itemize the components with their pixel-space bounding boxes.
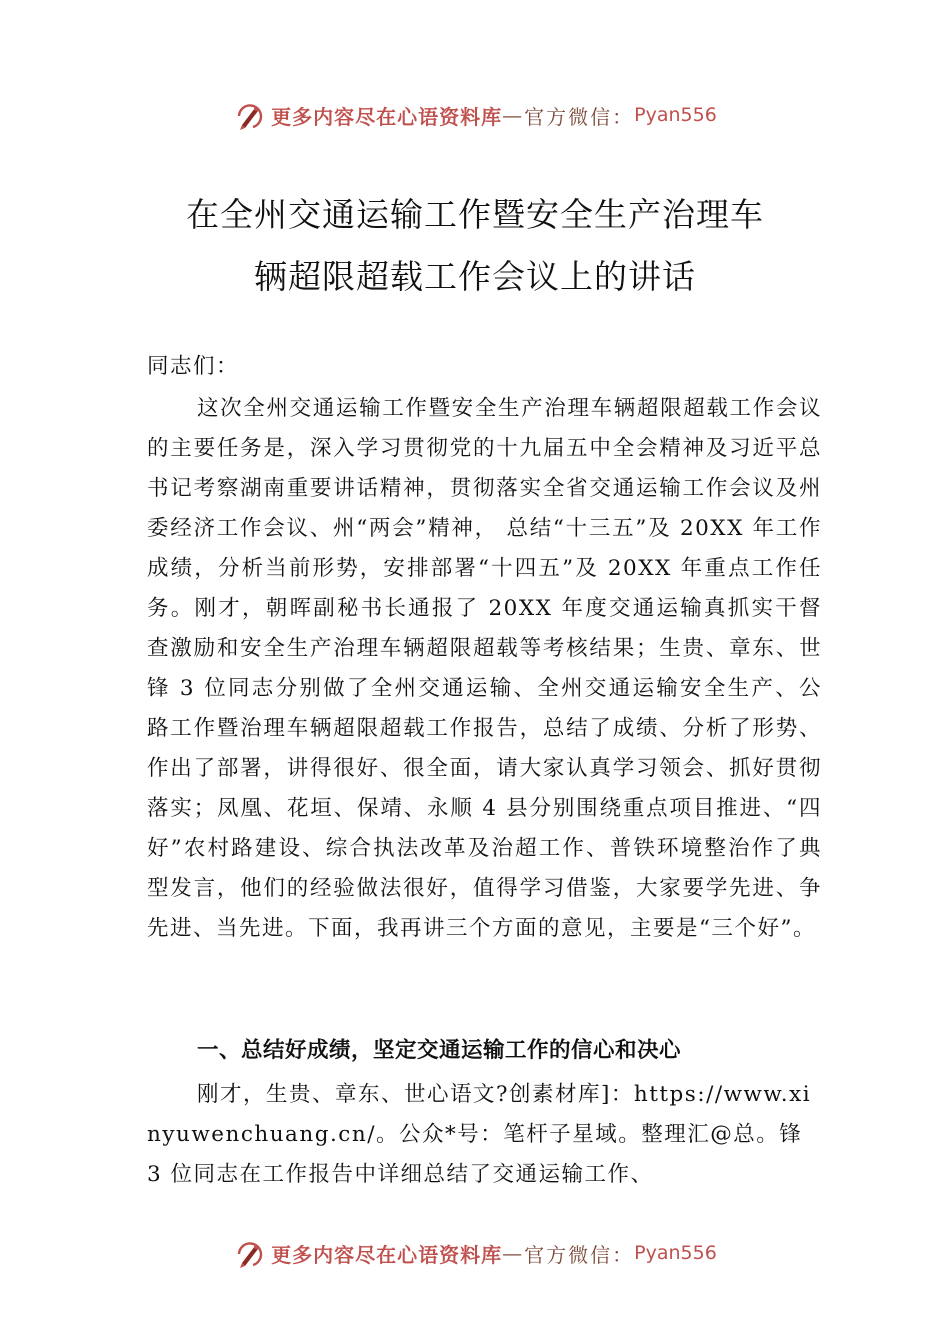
section-heading-1: 一、总结好成绩，坚定交通运输工作的信心和决心 bbox=[197, 1038, 682, 1063]
banner-wechat-id: Pyan556 bbox=[634, 104, 717, 126]
footer-watermark-banner bbox=[0, 1233, 950, 1273]
salutation: 同志们： bbox=[147, 354, 240, 379]
banner-wechat-label: 官方微信： bbox=[524, 1242, 635, 1267]
banner-wechat-label: 官方微信： bbox=[524, 104, 635, 129]
banner-dash: — bbox=[502, 1241, 525, 1265]
body-paragraph-1: 这次全州交通运输工作暨安全生产治理车辆超限超载工作会议的主要任务是，深入学习贯彻党的十九届五中全会精神及习近平总书记考察湖南重要讲话精神，贯彻落实全省交通运输工作会议及州委经济工作会议、州“两会”精神， 总结“十三五”及 20XX 年工作成绩，分析当前形势，安排部署“十四五”及 20XX 年重点工作任务。刚才，朝晖副秘书长通报了 20XX 年度交通运输真抓实干督查激励和安全生产治理车辆超限超载等考核结果；生贵、章东、世锋 3 位同志分别做了全州交通运输、全州交通运输安全生产、公路工作暨治理车辆超限超载工作报告，总结了成绩、分析了形势、作出了部署，讲得很好、很全面，请大家认真学习领会、抓好贯彻落实；凤凰、花垣、保靖、永顺 4 县分别围绕重点项目推进、“四好”农村路建设、综合执法改革及治超工作、普铁环境整治作了典型发言，他们的经验做法很好，值得学习借鉴，大家要学先进、争先进、当先进。下面，我再讲三个方面的意见，主要是“三个好”。 bbox=[147, 396, 822, 941]
document-title-line-1: 在全州交通运输工作暨安全生产治理车 bbox=[186, 195, 764, 234]
banner-wechat-id: Pyan556 bbox=[634, 1242, 717, 1264]
banner-dash: — bbox=[502, 103, 525, 127]
banner-brand-text: 更多内容尽在心语资料库 bbox=[271, 1242, 503, 1267]
pen-logo-icon bbox=[233, 98, 267, 132]
document-title-line-2: 辆超限超载工作会议上的讲话 bbox=[254, 257, 696, 296]
banner-brand-text: 更多内容尽在心语资料库 bbox=[271, 104, 503, 129]
pen-logo-icon bbox=[233, 1236, 267, 1270]
header-watermark-banner bbox=[0, 95, 950, 135]
body-paragraph-2: 刚才，生贵、章东、世心语文?创素材库]：https://www.xinyuwenchuang.cn/。公众*号：笔杆子星域。整理汇@总。锋 3 位同志在工作报告中详细总结了交通运输工作、 bbox=[147, 1082, 812, 1187]
